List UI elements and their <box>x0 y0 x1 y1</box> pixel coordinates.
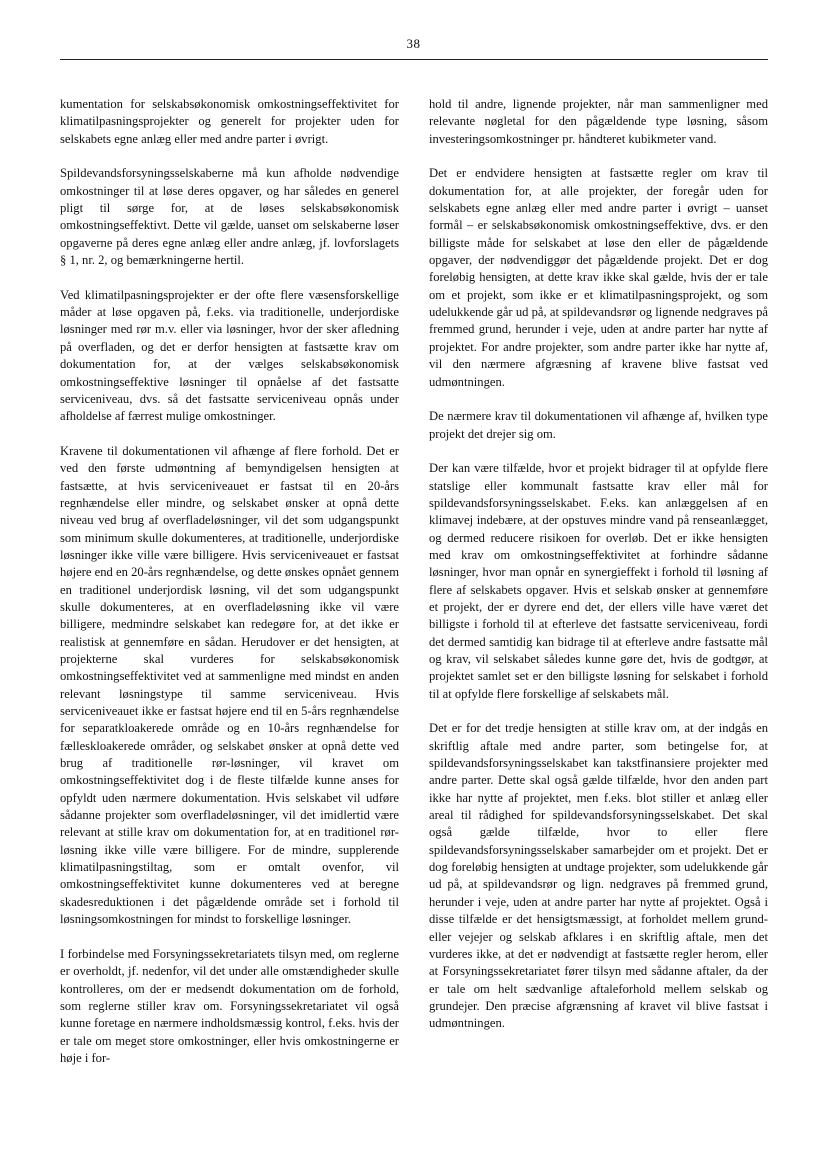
right-column <box>429 96 768 1050</box>
body-paragraph: Ved klimatilpasningsprojekter er der ofte flere væsensforskellige måder at løse opgaven på, f.eks. via traditionelle, underjordiske løsninger med rør m.v. eller via løsninger, hvor der sker afledning på overfladen, og det er derfor hensigten at fastsætte krav om dokumentation for, at der vælges selskabsøkonomisk omkostningseffektive løsninger til opnåelse af det fastsatte serviceniveau, dvs. så det fastsatte serviceniveau opnås under afholdelse af færrest mulige omkostninger. <box>60 287 399 424</box>
body-paragraph: Det er for det tredje hensigten at stille krav om, at der indgås en skriftlig aftale med andre parter, som betingelse for, at spildevandsforsyningsselskabet kan takstfinansiere projekter med andre parter. Dette skal også gælde tilfælde, hvor den anden part ikke har nytte af projektet, men f.eks. blot stiller et anlæg eller areal til rådighed for spildevandsforsyningsselskabet. Det skal også gælde tilfælde, hvor to eller flere spildevandsforsyningsselskaber samarbejder om et projekt. Det er dog foreløbig hensigten at undtage projekter, som udelukkende går ud på, at spildevandsrør og lign. nedgraves på fremmed grund, herunder i veje, uden at andre parter har nytte af projektet. Også i disse tilfælde er det hensigtsmæssigt, at forholdet mellem grund- eller vejejer og selskab afklares i en skriftlig aftale, men det vurderes ikke, at det er nødvendigt at fastsætte regler herom, eller at Forsyningssekretariatet fører tilsyn med sådanne aftaler, da der er tale om helt sædvanlige aftaleforhold mellem selskab og grundejer. Den præcise afgrænsning af kravet vil blive fastsat i udmøntningen. <box>429 721 768 1031</box>
body-paragraph: Kravene til dokumentationen vil afhænge af flere forhold. Det er ved den første udmøntning af bemyndigelsen hensigten at fastsætte, at hvis serviceniveauet er fastsat til en 20-års regnhændelse eller mindre, og selskabet ønsker at opnå dette niveau ved brug af overfladeløsninger, vil det som udgangspunkt som minimum skulle dokumenteres, at traditionelle, underjordiske løsninger ikke ville være billigere. Hvis serviceniveauet er fastsat højere end en 20-års regnhændelse, og dette ønskes opnået gennem en traditionel underjordisk løsning, vil det som udgangspunkt skulle dokumenteres, at en overfladeløsning ikke vil være billigere, medmindre selskabet kan redegøre for, at det ikke er realistisk at gennemføre en sådan. Herudover er det hensigten, at projekterne skal vurderes for selskabsøkonomisk omkostningseffektivitet ved at sammenligne med mindst en anden relevant løsningstype til samme serviceniveau. Hvis serviceniveauet ikke er fastsat højere end til en 5-års regnhændelse for separatkloakerede område og en 10-års regnhændelse for fælleskloakerede områder, og selskabet ønsker at opnå dette ved brug af traditionelle rør-løsninger, vil kravet om omkostningseffektivitet dog i de fleste tilfælde kunne anses for opfyldt uden nærmere dokumentation. Hvis selskabet vil udføre sådanne projekter som overfladeløsninger, vil det imidlertid være relevant at stille krav om dokumentation for, at en traditionel rør-løsning ikke ville være billigere. For de mindre, supplerende klimatilpasningstiltag, som er omtalt ovenfor, vil omkostningseffektivitet kunne dokumenteres ved at beregne skadesreduktionen i det pågældende område set i forhold til løsningsomkostningen for mindst to forskellige løsninger. <box>60 443 399 927</box>
body-paragraph: kumentation for selskabsøkonomisk omkostningseffektivitet for klimatilpasningsprojekter og generelt for projekter uden for selskabets egne anlæg eller med andre parter i øvrigt. <box>60 97 399 146</box>
page-number: 38 <box>406 36 421 51</box>
header-rule <box>60 59 768 60</box>
body-paragraph: hold til andre, lignende projekter, når man sammenligner med relevante nøgletal for den pågældende type løsning, såsom investeringsomkostninger pr. håndteret kubikmeter vand. <box>429 97 768 146</box>
body-paragraph: Spildevandsforsyningsselskaberne må kun afholde nødvendige omkostninger til at løse deres opgaver, og har således en generel pligt til sørge for, at de løses selskabsøkonomisk omkostningseffektivt. Dette vil gælde, uanset om selskaberne løser opgaverne på deres egne anlæg eller andre anlæg, jf. lovforslagets § 1, nr. 2, og bemærkningerne hertil. <box>60 166 399 268</box>
body-paragraph: De nærmere krav til dokumentationen vil afhænge af, hvilken type projekt det drejer sig om. <box>429 409 768 441</box>
body-paragraph: Det er endvidere hensigten at fastsætte regler om krav til dokumentation for, at alle projekter, der foregår uden for selskabets egne anlæg eller med andre parter i øvrigt – uanset formål – er selskabsøkonomisk omkostningseffektive, dvs. er den billigste måde for selskabet at løse den eller de pågældende opgaver, der nødvendiggør det pågældende projekt. Det er dog foreløbig hensigten, at dette krav ikke skal gælde, hvis der er tale om et projekt, som ikke er et klimatilpasningsprojekt, og som udelukkende går ud på, at spildevandsrør og lignende nedgraves på fremmed grund, herunder i veje, uden at andre parter har nytte af projektet. For andre projekter, som andre parter ikke har nytte af, vil den nærmere afgræsning af kravene blive fastsat ved udmøntningen. <box>429 166 768 389</box>
left-column <box>60 96 399 1085</box>
body-paragraph: I forbindelse med Forsyningssekretariatets tilsyn med, om reglerne er overholdt, jf. nedenfor, vil det under alle omstændigheder skulle kontrolleres, om der er medsendt dokumentation om de forhold, som reglerne stiller krav om. Forsyningssekretariatet vil også kunne foretage en nærmere indholdsmæssig kontrol, f.eks. hvis der er tale om meget store omkostninger, eller hvis omkostningerne er høje i for- <box>60 946 399 1065</box>
body-paragraph: Der kan være tilfælde, hvor et projekt bidrager til at opfylde flere statslige eller kommunalt fastsatte krav eller mål for spildevandsforsyningsselskabet. F.eks. kan anlæggelsen af en klimavej indebære, at der opstuves mindre vand på renseanlægget, og dermed reducere risikoen for overløb. Det er ikke hensigten med krav om omkostningseffektivitet at forhindre sådanne løsninger, hvor man opnår en synergieffekt i forhold til løsning af flere af selskabets opgaver. Hvis et selskab ønsker at gennemføre et projekt, der er dyrere end det, der ellers ville have været det billigste i forhold til at efterleve det fastsatte serviceniveau, fordi det dermed samtidig kan bidrage til at efterleve andre fastsatte mål og krav, vil selskabet således kunne gøre det, hvis de godtgør, at projektet samlet set er den billigste løsning for selskabet i forhold til at opfylde flere forskellige af selskabets mål. <box>429 461 768 701</box>
